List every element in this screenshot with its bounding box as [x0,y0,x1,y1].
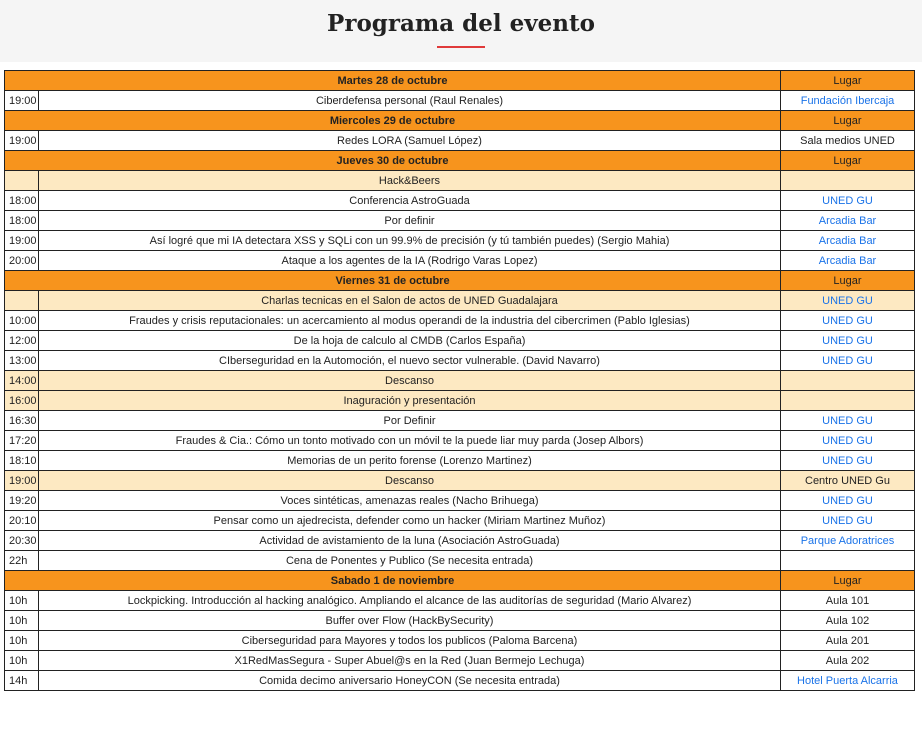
session-row [5,531,915,551]
session-title: Ciberdefensa personal (Raul Renales) [39,91,781,111]
section-title: Descanso [39,371,781,391]
session-time: 19:00 [5,91,39,111]
section-row [5,171,915,191]
page-header [0,0,922,62]
title-underline [437,46,485,48]
venue-link[interactable]: Arcadia Bar [781,251,915,271]
session-row [5,311,915,331]
venue-link[interactable]: Fundación Ibercaja [781,91,915,111]
venue-link[interactable]: UNED GU [781,291,915,311]
section-title: Hack&Beers [39,171,781,191]
venue-link[interactable]: Parque Adoratrices [781,531,915,551]
session-row [5,671,915,691]
lugar-header: Lugar [781,271,915,291]
session-time: 16:00 [5,391,39,411]
session-title: Ciberseguridad para Mayores y todos los publicos (Paloma Barcena) [39,631,781,651]
venue-link[interactable]: UNED GU [781,351,915,371]
session-row [5,191,915,211]
session-title: Fraudes y crisis reputacionales: un acercamiento al modus operandi de la industria del cibercrimen (Pablo Iglesias) [39,311,781,331]
venue: Aula 102 [781,611,915,631]
section-row [5,291,915,311]
day-label: Sabado 1 de noviembre [5,571,781,591]
lugar-header: Lugar [781,571,915,591]
session-row [5,231,915,251]
session-title: Por Definir [39,411,781,431]
section-title: Inaguración y presentación [39,391,781,411]
page-title: Programa del evento [327,10,595,37]
session-title: Conferencia AstroGuada [39,191,781,211]
venue: Sala medios UNED [781,131,915,151]
session-row [5,511,915,531]
session-title: Así logré que mi IA detectara XSS y SQLi con un 99.9% de precisión (y tú también puedes) (Sergio Mahia) [39,231,781,251]
session-row [5,251,915,271]
session-time: 16:30 [5,411,39,431]
session-time: 18:00 [5,211,39,231]
session-row [5,211,915,231]
session-row [5,131,915,151]
session-time: 19:00 [5,131,39,151]
venue-link[interactable]: UNED GU [781,191,915,211]
venue-link[interactable]: Arcadia Bar [781,211,915,231]
session-time: 10h [5,651,39,671]
day-header-row [5,271,915,291]
venue [781,551,915,571]
session-row [5,91,915,111]
day-header-row [5,71,915,91]
venue: Aula 202 [781,651,915,671]
venue: Aula 101 [781,591,915,611]
day-header-row [5,151,915,171]
day-header-row [5,571,915,591]
session-row [5,351,915,371]
session-row [5,551,915,571]
session-title: Voces sintéticas, amenazas reales (Nacho Brihuega) [39,491,781,511]
session-title: Pensar como un ajedrecista, defender como un hacker (Miriam Martinez Muñoz) [39,511,781,531]
section-row [5,391,915,411]
venue-link[interactable]: UNED GU [781,431,915,451]
session-row [5,451,915,471]
session-time: 19:00 [5,471,39,491]
session-row [5,331,915,351]
session-time: 22h [5,551,39,571]
day-label: Viernes 31 de octubre [5,271,781,291]
venue-link[interactable]: Arcadia Bar [781,231,915,251]
venue-link[interactable]: UNED GU [781,511,915,531]
day-header-row [5,111,915,131]
venue [781,391,915,411]
session-time [5,291,39,311]
session-time: 10:00 [5,311,39,331]
session-time: 19:00 [5,231,39,251]
session-title: Ataque a los agentes de la IA (Rodrigo Varas Lopez) [39,251,781,271]
session-time: 20:30 [5,531,39,551]
session-row [5,631,915,651]
session-time [5,171,39,191]
session-title: CIberseguridad en la Automoción, el nuevo sector vulnerable. (David Navarro) [39,351,781,371]
session-time: 13:00 [5,351,39,371]
session-time: 12:00 [5,331,39,351]
lugar-header: Lugar [781,151,915,171]
session-title: Redes LORA (Samuel López) [39,131,781,151]
venue: Aula 201 [781,631,915,651]
schedule-table [4,70,915,691]
venue-link[interactable]: UNED GU [781,411,915,431]
session-row [5,651,915,671]
venue: Centro UNED Gu [781,471,915,491]
session-title: Fraudes & Cia.: Cómo un tonto motivado con un móvil te la puede liar muy parda (Josep Albors) [39,431,781,451]
session-row [5,491,915,511]
section-row [5,471,915,491]
session-time: 14:00 [5,371,39,391]
session-time: 19:20 [5,491,39,511]
section-title: Descanso [39,471,781,491]
session-title: Comida decimo aniversario HoneyCON (Se necesita entrada) [39,671,781,691]
session-time: 10h [5,631,39,651]
venue-link[interactable]: UNED GU [781,311,915,331]
session-title: X1RedMasSegura - Super Abuel@s en la Red (Juan Bermejo Lechuga) [39,651,781,671]
session-title: Actividad de avistamiento de la luna (Asociación AstroGuada) [39,531,781,551]
session-title: Cena de Ponentes y Publico (Se necesita entrada) [39,551,781,571]
session-time: 17:20 [5,431,39,451]
venue-link[interactable]: Hotel Puerta Alcarria [781,671,915,691]
day-label: Jueves 30 de octubre [5,151,781,171]
session-title: Por definir [39,211,781,231]
session-time: 20:00 [5,251,39,271]
session-time: 18:10 [5,451,39,471]
session-time: 14h [5,671,39,691]
session-row [5,431,915,451]
session-time: 18:00 [5,191,39,211]
session-row [5,591,915,611]
session-title: De la hoja de calculo al CMDB (Carlos España) [39,331,781,351]
session-time: 10h [5,591,39,611]
session-title: Memorias de un perito forense (Lorenzo Martinez) [39,451,781,471]
schedule-body [5,71,915,691]
venue [781,371,915,391]
venue [781,171,915,191]
session-title: Lockpicking. Introducción al hacking analógico. Ampliando el alcance de las auditorías de seguridad (Mario Alvarez) [39,591,781,611]
day-label: Miercoles 29 de octubre [5,111,781,131]
session-time: 10h [5,611,39,631]
section-title: Charlas tecnicas en el Salon de actos de UNED Guadalajara [39,291,781,311]
day-label: Martes 28 de octubre [5,71,781,91]
venue-link[interactable]: UNED GU [781,451,915,471]
session-row [5,411,915,431]
session-row [5,611,915,631]
lugar-header: Lugar [781,111,915,131]
session-time: 20:10 [5,511,39,531]
venue-link[interactable]: UNED GU [781,331,915,351]
venue-link[interactable]: UNED GU [781,491,915,511]
lugar-header: Lugar [781,71,915,91]
section-row [5,371,915,391]
session-title: Buffer over Flow (HackBySecurity) [39,611,781,631]
